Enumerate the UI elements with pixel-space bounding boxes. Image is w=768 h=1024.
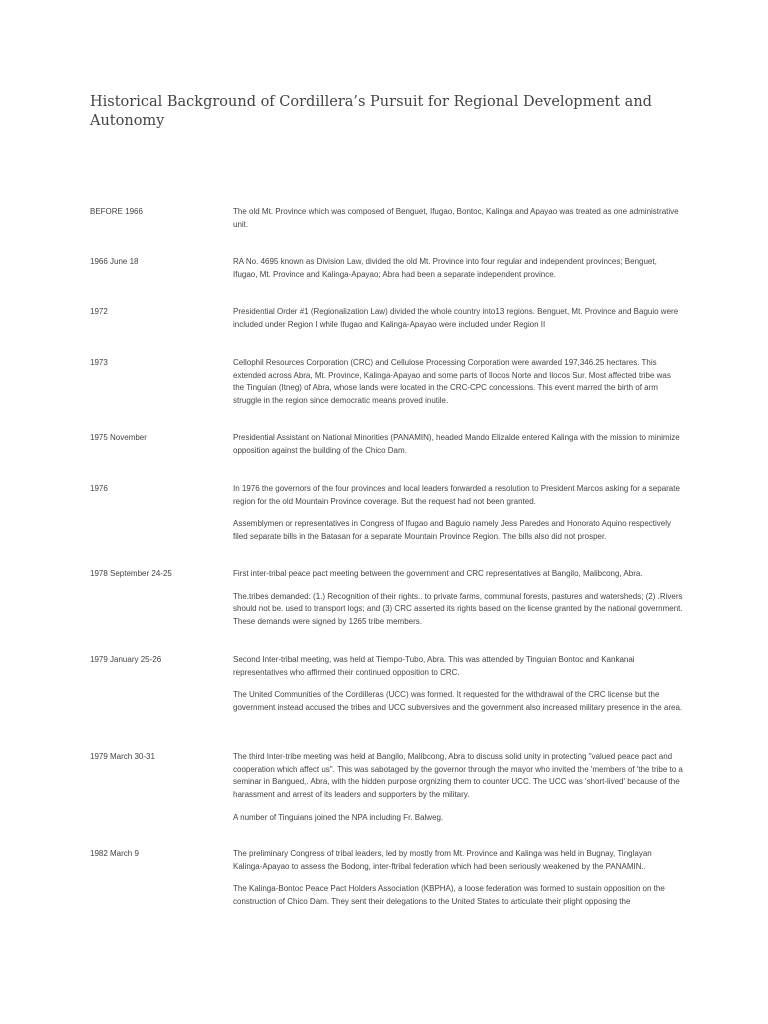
entry-paragraph: In 1976 the governors of the four provinces and local leaders forwarded a resolution to President Marcos asking for a separate region for the old Mountain Province coverage. But the request had not been granted.	[233, 484, 680, 506]
entry-paragraph: Cellophil Resources Corporation (CRC) and Cellulose Processing Corporation were awarded 197,346.25 hectares. This extended across Abra, Mt. Province, Kalinga-Apayao and some parts of Ilocos Norte and Ilocos Sur. Most affected tribe was the Tinguian (Itneg) of Abra, whose lands were located in the CRC-CPC concessions. This event marred the birth of arm struggle in the region since democratic means proved inutile.	[233, 358, 671, 406]
entry-date: 1978 September 24-25	[90, 569, 172, 578]
entry-date: 1966 June 18	[90, 257, 139, 266]
entry-paragraph: Assemblymen or representatives in Congress of Ifugao and Baguio namely Jess Paredes and Honorato Aquino respectively filed separate bills in the Batasan for a separate Mountain Province Region. The bills also did not prosper.	[233, 519, 672, 542]
entry-paragraph: First inter-tribal peace pact meeting between the government and CRC representatives at Bangilo, Malibcong, Abra.	[233, 569, 643, 578]
entry-paragraph: The third Inter-tribe meeting was held at Bangilo, Malibcong, Abra to discuss solid unity in protecting "valued peace pact and cooperation which affect us". This was sabotaged by the governor through the mayor who invited the 'members of 'the tribe to a seminar in Bangued,. Abra, with the hidden purpose orgnizing them to counter UCC. The UCC was 'short-lived' because of the harassment and arrest of its leaders and supporters by the military.	[233, 752, 683, 800]
entry-body	[233, 848, 683, 919]
entry-date: BEFORE 1966	[90, 207, 143, 216]
entry-paragraph: The Kalinga-Bontoc Peace Pact Holders Association (KBPHA), a loose federation was formed to sustain opposition on the construction of Chico Dam. They sent their delegations to the United States to articulate their plight opposing the	[233, 884, 665, 907]
entry-body	[233, 432, 683, 483]
entry-date: 1976	[90, 484, 108, 493]
entry-paragraph: Presidential Assistant on National Minorities (PANAMIN), headed Mando Elizalde entered Kalinga with the mission to minimize opposition against the building of the Chico Dam.	[233, 433, 680, 455]
timeline-entry	[90, 306, 690, 357]
timeline-entry	[90, 432, 690, 483]
entry-paragraph: RA No. 4695 known as Division Law, divided the old Mt. Province into four regular and independent provinces; Benguet, Ifugao, Mt. Province and Kalinga-Apayao; Abra had been a separate independent province.	[233, 257, 657, 279]
timeline-entry	[90, 751, 690, 848]
entry-body	[233, 256, 683, 306]
timeline-entry	[90, 568, 690, 654]
timeline-entry	[90, 848, 690, 919]
timeline-entry	[90, 483, 690, 568]
entry-paragraph: Presidential Order #1 (Regionalization Law) divided the whole country into13 regions. Benguet, Mt. Province and Baguio were included under Region I while Ifugao and Kalinga-Apayao were included under Region II	[233, 307, 679, 329]
entry-body	[233, 654, 683, 751]
entry-paragraph: The United Communities of the Cordilleras (UCC) was formed. It requested for the withdrawal of the CRC license but the government instead accused the tribes and UCC subversives and the government also increased military presence in the area.	[233, 690, 683, 713]
entry-paragraph: The.tribes demanded: (1.) Recognition of their rights.. to private farms, communal forests, pastures and watersheds; (2) .Rivers should not be. used to transport logs; and (3) CRC asserted its rights based on the license granted by the national government. These demands were signed by 1265 tribe members.	[233, 591, 683, 627]
timeline-entry	[90, 256, 690, 306]
entry-date: 1982 March 9	[90, 849, 139, 858]
timeline-entry	[90, 206, 690, 256]
entry-date: 1979 January 25-26	[90, 655, 162, 664]
entry-paragraph: Second Inter-tribal meeting, was held at Tiempo-Tubo, Abra. This was attended by Tinguian Bontoc and Kankanai representatives who affirmed their continued opposition to CRC.	[233, 655, 635, 677]
entry-date: 1979 March 30-31	[90, 752, 155, 761]
timeline-entry	[90, 357, 690, 432]
entry-body	[233, 306, 683, 357]
timeline	[90, 206, 690, 919]
entry-paragraph: A number of Tinguians joined the NPA including Fr. Balweg.	[233, 812, 444, 822]
entry-body	[233, 568, 683, 654]
entry-body	[233, 357, 683, 432]
entry-date: 1975 November	[90, 433, 147, 442]
entry-date: 1973	[90, 358, 108, 367]
entry-body	[233, 483, 683, 568]
timeline-entry	[90, 654, 690, 751]
entry-body	[233, 751, 683, 848]
entry-paragraph: The preliminary Congress of tribal leaders, led by mostly from Mt. Province and Kalinga was held in Bugnay, Tinglayan Kalinga-Apayao to assess the Bodong, inter-ftribal federation which had been seriously weakened by the PANAMIN..	[233, 849, 652, 871]
page-title: Historical Background of Cordillera’s Pursuit for Regional Development and Autonomy	[90, 94, 652, 129]
entry-paragraph: The old Mt. Province which was composed of Benguet, Ifugao, Bontoc, Kalinga and Apayao was treated as one administrative unit.	[233, 207, 679, 229]
entry-body	[233, 206, 683, 256]
entry-date: 1972	[90, 307, 108, 316]
